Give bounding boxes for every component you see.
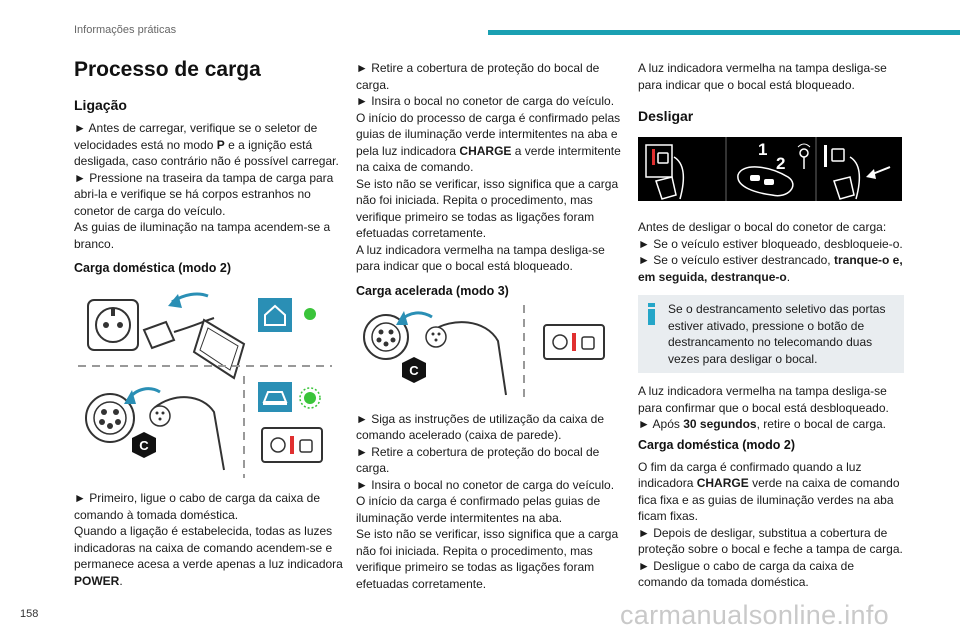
domestic-charging-illustration bbox=[74, 282, 336, 478]
paragraph: A luz indicadora vermelha na tampa desliga-se para indicar que o bocal está bloqueado. bbox=[356, 242, 605, 273]
page-number: 158 bbox=[20, 608, 39, 620]
paragraph: ► Siga as instruções de utilização da caixa de comando acelerado (caixa de parede). bbox=[356, 411, 605, 442]
car-icon bbox=[258, 382, 292, 412]
paragraph: ► Retire a cobertura de proteção do bocal de carga. bbox=[356, 61, 600, 92]
label-c-badge-icon bbox=[132, 432, 156, 458]
column-1 bbox=[74, 58, 344, 589]
paragraph: ► Se o veículo estiver destrancado, tranque-o e, em seguida, destranque-o. bbox=[638, 253, 903, 284]
paragraph: O fim da carga é confirmado quando a luz indicadora CHARGE verde na caixa de comando fica fixa e as guias de iluminação verdes na aba ficam fixas. bbox=[638, 459, 900, 523]
house-icon bbox=[258, 298, 292, 332]
figure-disconnect bbox=[638, 137, 902, 201]
flap-lock-panel-icon bbox=[262, 428, 322, 462]
subheading-modo2: Carga doméstica (modo 2) bbox=[74, 261, 231, 275]
column-3 bbox=[638, 60, 904, 591]
info-note-text: Se o destrancamento seletivo das portas estiver ativado, pressione o botão de destrancamento no telecomando duas vezes para desligar o bocal. bbox=[668, 302, 886, 366]
paragraph: Se isto não se verificar, isso significa que a carga não foi iniciada. Repita o procedimento, mas verifique primeiro se todas as ligações foram efetuadas corretamente. bbox=[356, 527, 619, 591]
paragraph: ► Desligue o cabo de carga da caixa de comando da tomada doméstica. bbox=[638, 558, 855, 589]
paragraph: As guias de iluminação na tampa acendem-se a branco. bbox=[74, 220, 331, 251]
paragraph: ► Insira o bocal no conetor de carga do veículo. bbox=[356, 477, 615, 492]
paragraph: A luz indicadora vermelha na tampa desliga-se para indicar que o bocal está bloqueado. bbox=[638, 61, 887, 92]
paragraph: Quando a ligação é estabelecida, todas as luzes indicadoras na caixa de comando acendem-se e permanece acesa a verde apenas a luz indicadora POWER. bbox=[74, 524, 343, 588]
paragraph: O início do processo de carga é confirmado pelas guias de iluminação verde intermitentes na aba e pela luz indicadora CHARGE a verde intermitente na caixa de comando. bbox=[356, 110, 621, 174]
paragraph: ► Retire a cobertura de proteção do bocal de carga. bbox=[356, 444, 600, 475]
flap-lock-panel-icon bbox=[544, 325, 604, 359]
household-socket-icon bbox=[88, 300, 138, 350]
svg-text:C: C bbox=[409, 362, 419, 378]
info-icon bbox=[648, 303, 655, 323]
svg-text:C: C bbox=[139, 438, 149, 453]
green-indicator-icon bbox=[304, 308, 316, 320]
paragraph: O início da carga é confirmado pelas guias de iluminação verde intermitentes na aba. bbox=[356, 494, 601, 525]
paragraph: Antes de desligar o bocal do conetor de carga: bbox=[638, 220, 887, 234]
paragraph: A luz indicadora vermelha na tampa desliga-se para confirmar que o bocal está desbloqueado. bbox=[638, 384, 889, 415]
paragraph: ► Depois de desligar, substitua a cobertura de proteção sobre o bocal e feche a tampa de carga. bbox=[638, 525, 903, 556]
paragraph: Se isto não se verificar, isso significa que a carga não foi iniciada. Repita o procedimento, mas verifique primeiro se todas as ligações foram efetuadas corretamente. bbox=[356, 176, 619, 240]
green-blinking-indicator-icon bbox=[300, 388, 320, 408]
section-heading-ligacao: Ligação bbox=[74, 97, 127, 113]
disconnect-illustration bbox=[638, 137, 902, 201]
subheading-modo2-disconnect: Carga doméstica (modo 2) bbox=[638, 437, 795, 452]
watermark: carmanualsonline.info bbox=[620, 600, 889, 630]
label-c-badge-icon bbox=[402, 357, 426, 383]
paragraph: ► Pressione na traseira da tampa de carga para abri-la e verifique se há corpos estranhos no conetor de carga do veículo. bbox=[74, 170, 334, 218]
column-2 bbox=[356, 60, 622, 592]
header-section-title: Informações práticas bbox=[74, 24, 177, 36]
paragraph: ► Primeiro, ligue o cabo de carga da caixa de comando à tomada doméstica. bbox=[74, 491, 321, 522]
paragraph: ► Insira o bocal no conetor de carga do veículo. bbox=[356, 94, 615, 108]
paragraph: ► Se o veículo estiver bloqueado, desbloqueie-o. bbox=[638, 236, 903, 251]
figure-accelerated-charging bbox=[356, 305, 618, 403]
paragraph: ► Antes de carregar, verifique se o seletor de velocidades está no modo P e a ignição está desligada, caso contrário não é possível carregar. bbox=[74, 121, 339, 168]
page-title: Processo de carga bbox=[74, 58, 261, 81]
header-accent-bar bbox=[488, 30, 960, 35]
figure-domestic-charging bbox=[74, 282, 336, 478]
paragraph: ► Após 30 segundos, retire o bocal de carga. bbox=[638, 417, 886, 431]
section-heading-desligar: Desligar bbox=[638, 108, 694, 124]
subheading-modo3: Carga acelerada (modo 3) bbox=[356, 283, 509, 298]
info-note-box bbox=[638, 295, 904, 373]
accelerated-charging-illustration bbox=[356, 305, 618, 403]
svg-text:1: 1 bbox=[758, 140, 768, 159]
svg-text:2: 2 bbox=[776, 154, 786, 173]
